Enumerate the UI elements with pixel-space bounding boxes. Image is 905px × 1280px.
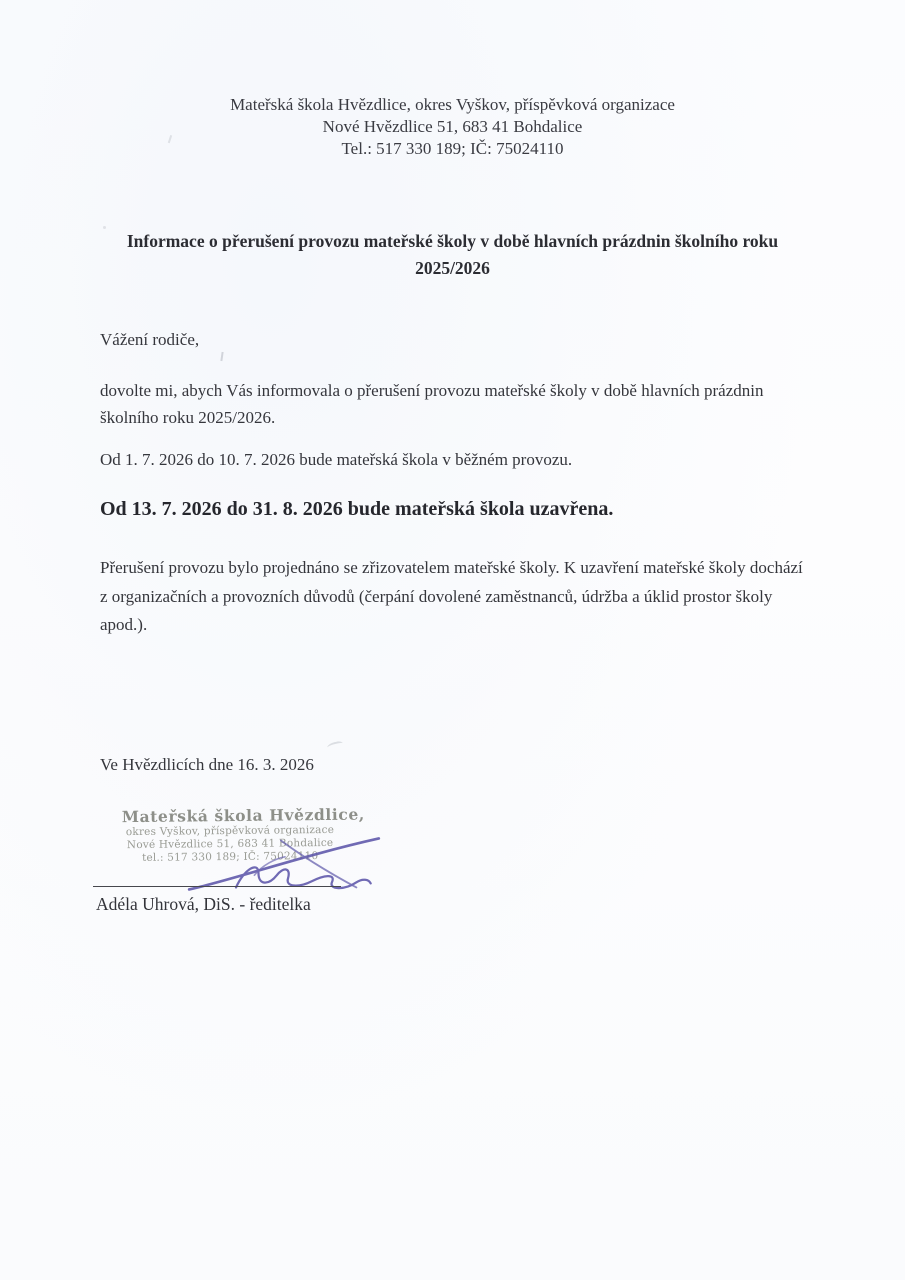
paragraph-normal-operation: Od 1. 7. 2026 do 10. 7. 2026 bude mateřská škola v běžném provozu. xyxy=(100,450,573,469)
document-title-line-1: Informace o přerušení provozu mateřské školy v době hlavních prázdnin školního roku xyxy=(126,231,779,251)
paragraph-reasons: Přerušení provozu bylo projednáno se zřizovatelem mateřské školy. K uzavření mateřské školy dochází z organizačních a provozních důvodů (čerpání dovolené zaměstnanců, údržba a úklid prostor školy apod.). xyxy=(100,558,803,634)
stamp-org-name: Mateřská škola Hvězdlice, xyxy=(121,804,365,827)
paragraph-intro: dovolte mi, abych Vás informovala o přerušení provozu mateřské školy v době hlavních prázdnin školního roku 2025/2026. xyxy=(100,381,764,427)
scan-artifact xyxy=(220,352,223,361)
stamp-district-line: okres Vyškov, příspěvková organizace xyxy=(125,823,335,839)
date-place-line: Ve Hvězdlicích dne 16. 3. 2026 xyxy=(100,755,314,774)
stamp-address-line: Nové Hvězdlice 51, 683 41 Bohdalice xyxy=(126,836,334,852)
letterhead-contact: Tel.: 517 330 189; IČ: 75024110 xyxy=(341,139,564,158)
letterhead-address: Nové Hvězdlice 51, 683 41 Bohdalice xyxy=(322,117,583,136)
stamp-contact-line: tel.: 517 330 189; IČ: 75024110 xyxy=(141,850,319,864)
document-title-line-2: 2025/2026 xyxy=(415,258,490,278)
closure-notice: Od 13. 7. 2026 do 31. 8. 2026 bude mateřská škola uzavřena. xyxy=(100,498,614,520)
signatory-name: Adéla Uhrová, DiS. - ředitelka xyxy=(96,894,311,914)
signature-line xyxy=(93,886,341,887)
salutation: Vážení rodiče, xyxy=(100,330,200,349)
letterhead-org-name: Mateřská škola Hvězdlice, okres Vyškov, příspěvková organizace xyxy=(230,95,675,114)
letterhead xyxy=(0,94,905,160)
scan-artifact xyxy=(326,740,343,750)
document-title xyxy=(0,228,905,282)
